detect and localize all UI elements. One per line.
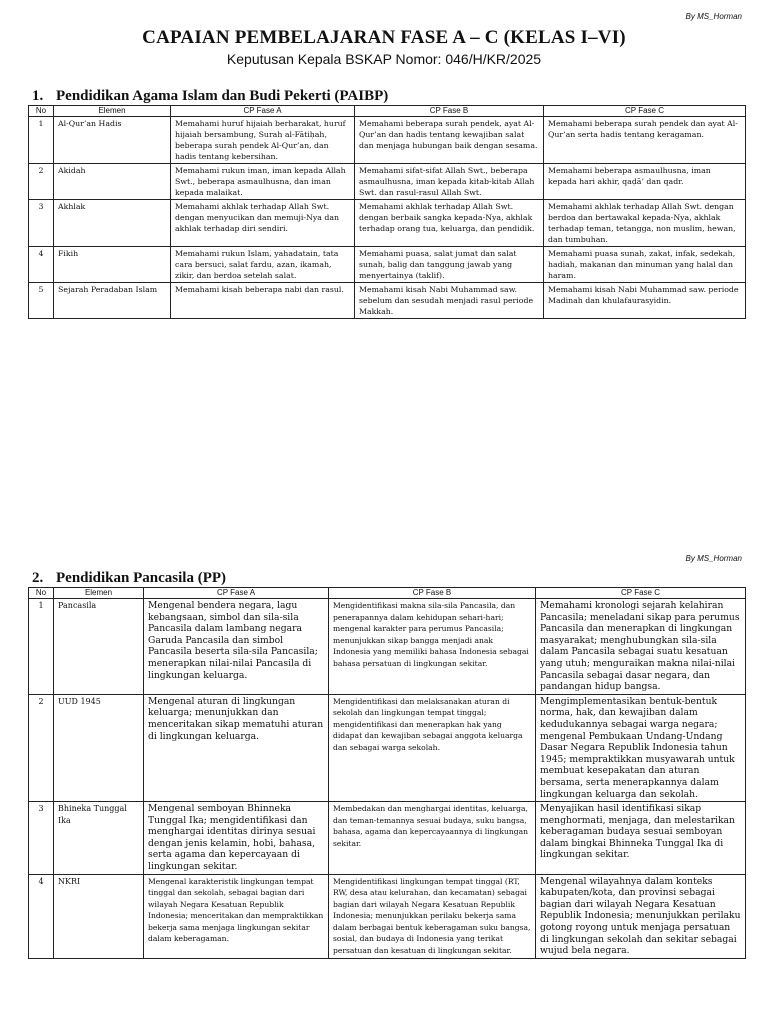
cell-fase-b: Mengidentifikasi dan melaksanakan aturan di sekolah dan lingkungan tempat tinggal; mengidentifikasi dan menerapkan hak yang didapat dan kewajiban sebagai anggota keluarga dan sebagai warga sekolah. [329,694,536,801]
cell-elemen: Al-Qur’an Hadis [54,117,171,164]
section-title: Pendidikan Pancasila (PP) [56,570,227,586]
cell-elemen: Fikih [54,247,171,283]
cell-fase-b: Mengidentifikasi makna sila-sila Pancasila, dan penerapannya dalam kehidupan sehari-hari; mengenal karakter para perumus Pancasila; menunjukkan sikap bangga menjadi anak Indonesia yang memiliki bahasa Indonesia sebagai bahasa persatuan di lingkungan sekitar. [329,599,536,695]
cell-elemen: Akhlak [54,200,171,247]
cp-table-pp [28,587,746,959]
cell-fase-c: Memahami kronologi sejarah kelahiran Pancasila; meneladani sikap para perumus Pancasila dan menerapkan di lingkungan masyarakat; menghubungkan sila-sila dalam Pancasila sebagai suatu kesatuan yang utuh; menguraikan makna nilai-nilai Pancasila sebagai dasar negara, dan pandangan hidup bangsa. [536,599,746,695]
cell-fase-a: Memahami akhlak terhadap Allah Swt. dengan menyucikan dan memuji-Nya dan akhlak terhadap diri sendiri. [171,200,355,247]
section-title: Pendidikan Agama Islam dan Budi Pekerti (PAIBP) [56,88,389,104]
cell-no: 2 [29,694,54,801]
cell-fase-c: Memahami beberapa asmaulhusna, iman kepada hari akhir, qaḍā’ dan qadr. [544,164,746,200]
section-heading-paibp [32,88,388,105]
cell-fase-c: Memahami akhlak terhadap Allah Swt. dengan berdoa dan bertawakal kepada-Nya, akhlak terhadap teman, tetangga, non muslim, hewan, dan tumbuhan. [544,200,746,247]
cell-fase-a: Mengenal semboyan Bhinneka Tunggal Ika; mengidentifikasi dan menghargai identitas dirinya sesuai dengan jenis kelamin, hobi, bahasa, serta agama dan kepercayaan di lingkungan sekitar. [144,802,329,875]
cell-fase-b: Membedakan dan menghargai identitas, keluarga, dan teman-temannya sesuai budaya, suku bangsa, bahasa, agama dan kepercayaannya di lingkungan sekitar. [329,802,536,875]
cell-no: 5 [29,283,54,319]
page-title: CAPAIAN PEMBELAJARAN FASE A – C (KELAS I–VI) [142,27,626,48]
cell-no: 2 [29,164,54,200]
table-row [29,247,746,283]
cell-fase-c: Memahami beberapa surah pendek dan ayat Al-Qur’an serta hadis tentang keragaman. [544,117,746,164]
cell-fase-a: Memahami kisah beberapa nabi dan rasul. [171,283,355,319]
header-fase-a: CP Fase A [144,588,329,599]
cell-fase-b: Memahami kisah Nabi Muhammad saw. sebelum dan sesudah menjadi rasul periode Makkah. [355,283,544,319]
author-credit: By MS_Horman [685,12,742,21]
header-fase-b: CP Fase B [355,106,544,117]
header-elemen: Elemen [54,588,144,599]
cell-fase-a: Memahami huruf hijaiah berharakat, huruf hijaiah bersambung, Surah al-Fātiḥah, beberapa surah pendek Al-Qur’an, dan hadis tentang kebersihan. [171,117,355,164]
header-elemen: Elemen [54,106,171,117]
table-header-row [29,106,746,117]
table-row [29,283,746,319]
table-row [29,200,746,247]
cell-fase-c: Mengimplementasikan bentuk-bentuk norma, hak, dan kewajiban dalam kedudukannya sebagai warga negara; mengenal Pembukaan Undang-Undang Dasar Negara Republik Indonesia tahun 1945; mempraktikkan musyawarah untuk membuat kesepakatan dan aturan bersama, serta menerapkannya dalam lingkungan keluarga dan sekolah. [536,694,746,801]
cell-fase-b: Mengidentifikasi lingkungan tempat tinggal (RT, RW, desa atau kelurahan, dan kecamatan) sebagai bagian dari wilayah Negara Kesatuan Republik Indonesia; menunjukkan perilaku bekerja sama dalam berbagai bentuk keberagaman suku bangsa, sosial, dan budaya di Indonesia yang terikat persatuan dan kesatuan di lingkungan sekitar. [329,874,536,958]
table-row [29,802,746,875]
table-row [29,164,746,200]
cell-fase-c: Menyajikan hasil identifikasi sikap menghormati, menjaga, dan melestarikan keberagaman budaya sesuai semboyan dalam bingkai Bhinneka Tunggal Ika di lingkungan sekitar. [536,802,746,875]
header-no: No [29,106,54,117]
cell-no: 4 [29,874,54,958]
header-fase-c: CP Fase C [544,106,746,117]
cell-fase-b: Memahami puasa, salat jumat dan salat sunah, balig dan tanggung jawab yang menyertainya (taklif). [355,247,544,283]
header-no: No [29,588,54,599]
cell-fase-a: Memahami rukun iman, iman kepada Allah Swt., beberapa asmaulhusna, dan iman kepada malaikat. [171,164,355,200]
cell-fase-a: Mengenal karakteristik lingkungan tempat tinggal dan sekolah, sebagai bagian dari wilayah Negara Kesatuan Republik Indonesia; menceritakan dan mempraktikkan bekerja sama menjaga lingkungan sekitar dalam keberagaman. [144,874,329,958]
header-fase-a: CP Fase A [171,106,355,117]
header-fase-b: CP Fase B [329,588,536,599]
table-header-row [29,588,746,599]
author-credit-2: By MS_Horman [685,554,742,563]
section-heading-pp [32,570,226,587]
cell-fase-c: Memahami puasa sunah, zakat, infak, sedekah, hadiah, makanan dan minuman yang halal dan haram. [544,247,746,283]
cell-fase-b: Memahami sifat-sifat Allah Swt., beberapa asmaulhusna, iman kepada kitab-kitab Allah Swt. dan rasul-rasul Allah Swt. [355,164,544,200]
cell-elemen: Bhineka Tunggal Ika [54,802,144,875]
table-row [29,117,746,164]
cell-fase-a: Mengenal aturan di lingkungan keluarga; menunjukkan dan menceritakan sikap mematuhi aturan di lingkungan keluarga. [144,694,329,801]
cell-elemen: Sejarah Peradaban Islam [54,283,171,319]
cell-no: 1 [29,117,54,164]
table-row [29,874,746,958]
cell-elemen: UUD 1945 [54,694,144,801]
section-number: 1. [32,88,44,104]
cell-fase-b: Memahami akhlak terhadap Allah Swt. dengan berbaik sangka kepada-Nya, akhlak terhadap orang tua, keluarga, dan pendidik. [355,200,544,247]
table-row [29,599,746,695]
section-number: 2. [32,570,44,586]
cp-table-paibp [28,105,746,319]
cell-no: 1 [29,599,54,695]
cell-elemen: NKRI [54,874,144,958]
cell-no: 4 [29,247,54,283]
cell-fase-c: Mengenal wilayahnya dalam konteks kabupaten/kota, dan provinsi sebagai bagian dari wilayah Negara Kesatuan Republik Indonesia; menunjukkan perilaku gotong royong untuk menjaga persatuan di lingkungan sekolah dan sekitar sebagai wujud bela negara. [536,874,746,958]
page-subtitle: Keputusan Kepala BSKAP Nomor: 046/H/KR/2025 [226,51,542,67]
table-row [29,694,746,801]
cell-fase-b: Memahami beberapa surah pendek, ayat Al-Qur’an dan hadis tentang kewajiban salat dan menjaga hubungan baik dengan sesama. [355,117,544,164]
cell-fase-a: Mengenal bendera negara, lagu kebangsaan, simbol dan sila-sila Pancasila dalam lambang negara Garuda Pancasila dan simbol Pancasila beserta sila-sila Pancasila; menerapkan nilai-nilai Pancasila di lingkungan keluarga. [144,599,329,695]
cell-elemen: Pancasila [54,599,144,695]
cell-no: 3 [29,200,54,247]
header-fase-c: CP Fase C [536,588,746,599]
cell-fase-c: Memahami kisah Nabi Muhammad saw. periode Madinah dan khulafaurasyidin. [544,283,746,319]
cell-fase-a: Memahami rukun Islam, yahadatain, tata cara bersuci, salat fardu, azan, ikamah, zikir, dan berdoa setelah salat. [171,247,355,283]
cell-elemen: Akidah [54,164,171,200]
cell-no: 3 [29,802,54,875]
